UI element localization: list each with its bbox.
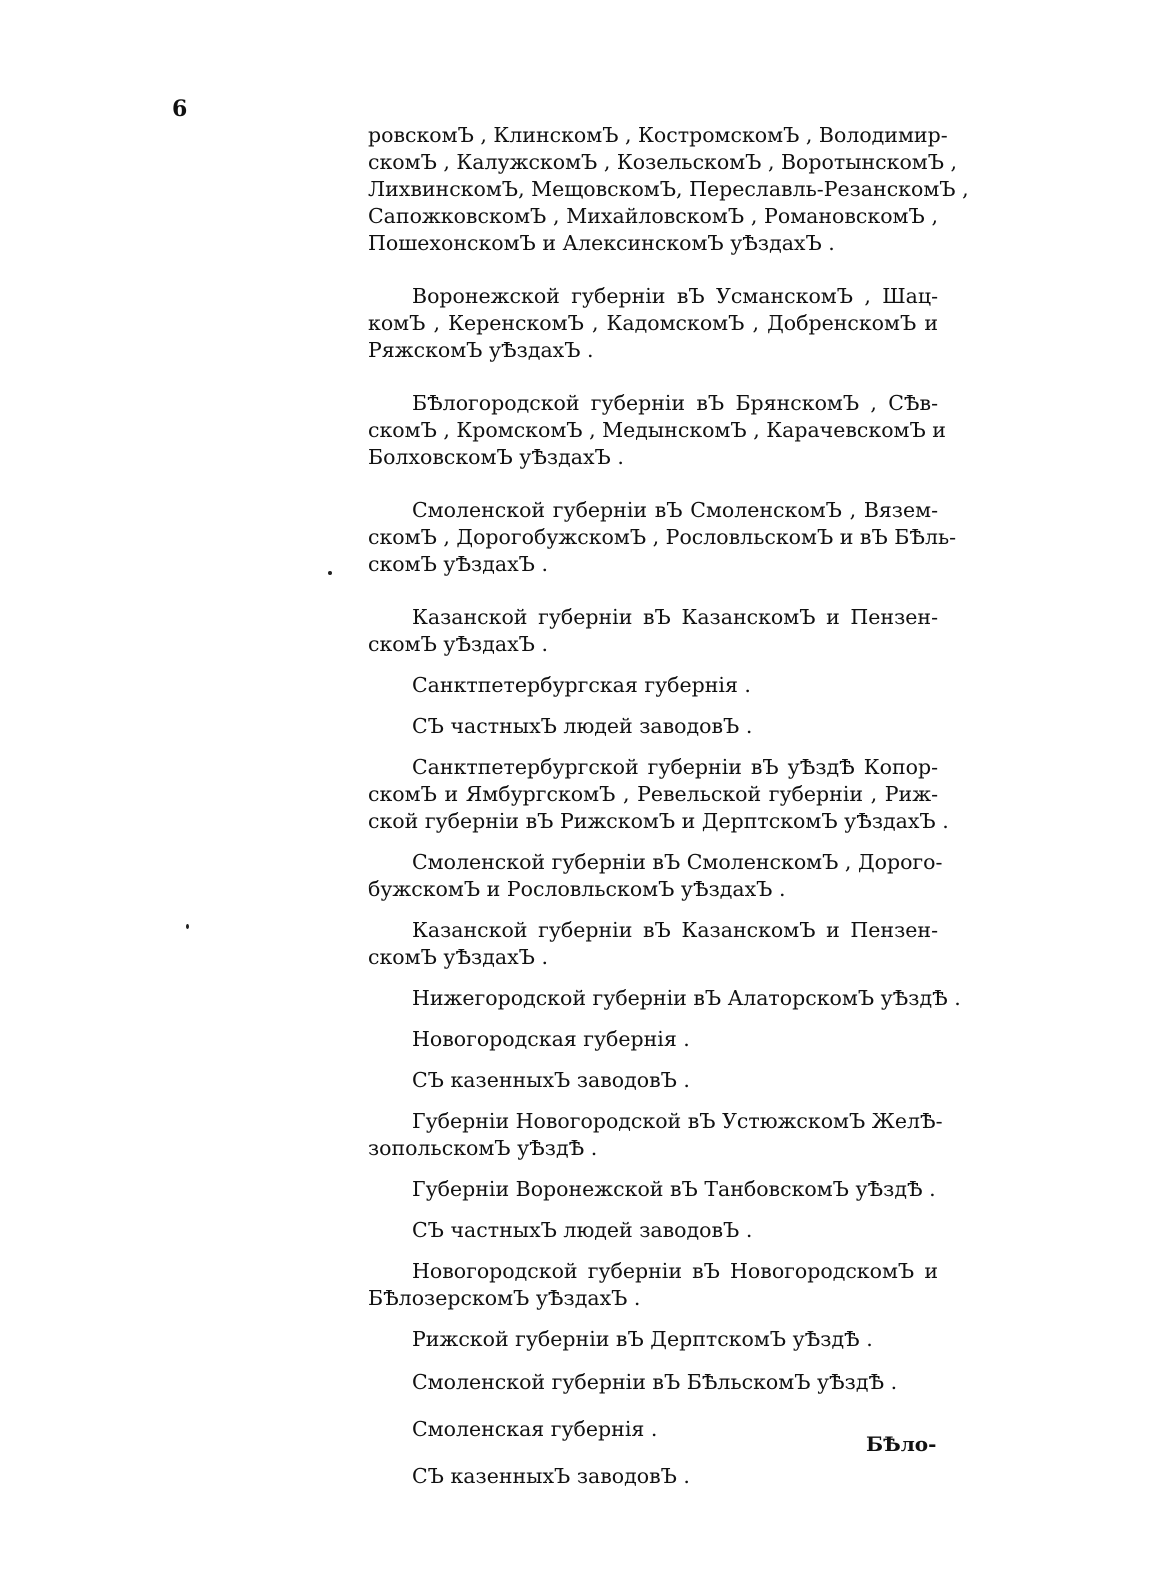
section-heading [368, 1067, 938, 1094]
paragraph-line: Воронежской губерніи вЪ УсманскомЪ , Шац- [412, 284, 938, 308]
heading-text: Нижегородской губерніи вЪ АлаторскомЪ уѢздѢ . [412, 986, 961, 1010]
paragraph-line: скомЪ , ДорогобужскомЪ , РословльскомЪ и вЪ БѢль- [368, 525, 957, 549]
paragraph [368, 122, 969, 257]
paragraph [368, 1258, 938, 1312]
paragraph-line: скомЪ уѢздахЪ . [368, 945, 548, 969]
catchword: БѢло- [866, 1432, 937, 1456]
paragraph [368, 390, 946, 471]
heading-text: СЪ казенныхЪ заводовЪ . [412, 1464, 690, 1488]
paragraph [368, 283, 938, 364]
paragraph-line: скомЪ уѢздахЪ . [368, 552, 548, 576]
paragraph-line: ровскомЪ , КлинскомЪ , КостромскомЪ , Володимир- [368, 123, 948, 147]
paragraph-line: СапожковскомЪ , МихайловскомЪ , РомановскомЪ , [368, 204, 938, 228]
heading-text: СЪ частныхЪ людей заводовЪ . [412, 1218, 753, 1242]
paragraph-line: скомЪ уѢздахЪ . [368, 632, 548, 656]
heading-text: Санктпетербургская губернія . [412, 673, 751, 697]
paragraph-line: Казанской губерніи вЪ КазанскомЪ и Пензен- [412, 605, 938, 629]
paragraph-line: ЛихвинскомЪ, МещовскомЪ, Переславль-РезанскомЪ , [368, 177, 969, 201]
section-heading [368, 1326, 938, 1353]
heading-text: Новогородская губернія . [412, 1027, 690, 1051]
ink-speck [328, 571, 332, 575]
ink-speck [186, 924, 189, 929]
paragraph [368, 754, 949, 835]
section-heading [368, 1463, 938, 1490]
section-heading [368, 1026, 938, 1053]
section-heading [368, 1217, 938, 1244]
page-number: 6 [172, 96, 188, 122]
paragraph [368, 497, 957, 578]
paragraph-line: Губерніи Новогородской вЪ УстюжскомЪ ЖелѢ- [412, 1109, 943, 1133]
paragraph [368, 1108, 943, 1162]
paragraph-line: скомЪ и ЯмбургскомЪ , Ревельской губерніи , Риж- [368, 782, 938, 806]
paragraph-line: РяжскомЪ уѢздахЪ . [368, 338, 594, 362]
paragraph-line: ской губерніи вЪ РижскомЪ и ДерптскомЪ уѢздахЪ . [368, 809, 949, 833]
section-heading [368, 713, 938, 740]
paragraph-line: скомЪ , КромскомЪ , МедынскомЪ , КарачевскомЪ и [368, 418, 946, 442]
paragraph-line: скомЪ , КалужскомЪ , КозельскомЪ , ВоротынскомЪ , [368, 150, 958, 174]
paragraph-line: бужскомЪ и РословльскомЪ уѢздахЪ . [368, 877, 786, 901]
heading-text: Смоленская губернія . [412, 1417, 658, 1441]
heading-text: СЪ частныхЪ людей заводовЪ . [412, 714, 753, 738]
paragraph-line: комЪ , КеренскомЪ , КадомскомЪ , ДобренскомЪ и [368, 311, 938, 335]
paragraph [368, 604, 938, 658]
paragraph [368, 849, 943, 903]
paragraph-line: БѢлогородской губерніи вЪ БрянскомЪ , СѢв- [412, 391, 938, 415]
paragraph-line: Новогородской губерніи вЪ НовогородскомЪ и [412, 1259, 938, 1283]
paragraph-line: ПошехонскомЪ и АлексинскомЪ уѢздахЪ . [368, 231, 835, 255]
paragraph-line: зопольскомЪ уѢздѢ . [368, 1136, 598, 1160]
section-heading [368, 985, 961, 1012]
section-heading [368, 1176, 938, 1203]
paragraph-line: Санктпетербургской губерніи вЪ уѢздѢ Копор- [412, 755, 938, 779]
section-heading [368, 672, 938, 699]
heading-text: Губерніи Воронежской вЪ ТанбовскомЪ уѢздѢ . [412, 1177, 936, 1201]
text-column [368, 122, 969, 1490]
paragraph-line: Казанской губерніи вЪ КазанскомЪ и Пензен- [412, 918, 938, 942]
heading-text: Рижской губерніи вЪ ДерптскомЪ уѢздѢ . [412, 1327, 873, 1351]
paragraph-line: Смоленской губерніи вЪ СмоленскомЪ , Дорого- [412, 850, 943, 874]
paragraph-line: БѢлозерскомЪ уѢздахЪ . [368, 1286, 641, 1310]
section-heading [368, 1416, 938, 1443]
section-heading [368, 1369, 938, 1396]
paragraph-line: Смоленской губерніи вЪ СмоленскомЪ , Вязем- [412, 498, 938, 522]
paragraph [368, 917, 938, 971]
heading-text: Смоленской губерніи вЪ БѢльскомЪ уѢздѢ . [412, 1370, 898, 1394]
heading-text: СЪ казенныхЪ заводовЪ . [412, 1068, 690, 1092]
paragraph-line: БолховскомЪ уѢздахЪ . [368, 445, 624, 469]
